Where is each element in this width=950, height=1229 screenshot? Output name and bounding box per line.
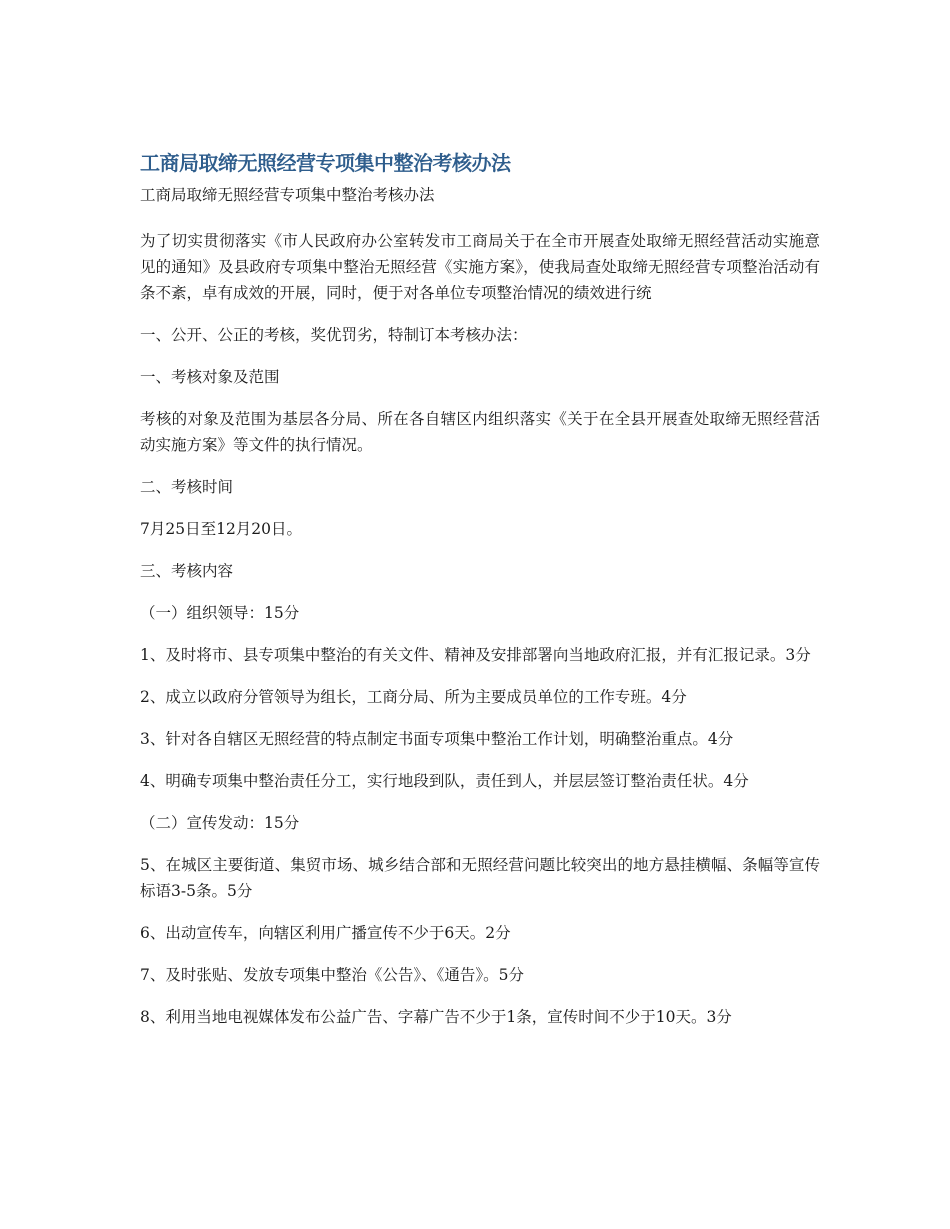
intro-paragraph: 为了切实贯彻落实《市人民政府办公室转发市工商局关于在全市开展查处取缔无照经营活动实施意见的通知》及县政府专项集中整治无照经营《实施方案》，使我局查处取缔无照经营专项整治活动有条不紊，卓有成效的开展，同时，便于对各单位专项整治情况的绩效进行统 — [140, 232, 820, 302]
scope-paragraph: 考核的对象及范围为基层各分局、所在各自辖区内组织落实《关于在全县开展查处取缔无照经营活动实施方案》等文件的执行情况。 — [140, 410, 820, 454]
document-title: 工商局取缔无照经营专项集中整治考核办法 — [140, 151, 511, 175]
list-item: 3、针对各自辖区无照经营的特点制定书面专项集中整治工作计划，明确整治重点。4分 — [140, 730, 734, 748]
document-subtitle: 工商局取缔无照经营专项集中整治考核办法 — [140, 186, 435, 204]
list-item: 6、出动宣传车，向辖区利用广播宣传不少于6天。2分 — [140, 924, 511, 942]
document-page — [140, 148, 820, 1030]
list-item: 4、明确专项集中整治责任分工，实行地段到队，责任到人，并层层签订整治责任状。4分 — [140, 772, 749, 790]
list-item: 7、及时张贴、发放专项集中整治《公告》、《通告》。5分 — [140, 966, 524, 984]
subsection-publicity: （二）宣传发动：15分 — [140, 814, 300, 832]
list-item: 2、成立以政府分管领导为组长，工商分局、所为主要成员单位的工作专班。4分 — [140, 688, 687, 706]
list-item: 1、及时将市、县专项集中整治的有关文件、精神及安排部署向当地政府汇报，并有汇报记录。3分 — [140, 646, 811, 664]
subsection-leadership: （一）组织领导：15分 — [140, 604, 300, 622]
section-heading-scope: 一、考核对象及范围 — [140, 368, 280, 386]
list-item: 8、利用当地电视媒体发布公益广告、字幕广告不少于1条，宣传时间不少于10天。3分 — [140, 1008, 732, 1026]
list-item: 5、在城区主要街道、集贸市场、城乡结合部和无照经营问题比较突出的地方悬挂横幅、条幅等宣传标语3-5条。5分 — [140, 856, 820, 900]
time-paragraph: 7月25日至12月20日。 — [140, 520, 303, 538]
purpose-paragraph: 一、公开、公正的考核，奖优罚劣，特制订本考核办法： — [140, 326, 528, 344]
section-heading-time: 二、考核时间 — [140, 478, 234, 496]
section-heading-content: 三、考核内容 — [140, 562, 234, 580]
